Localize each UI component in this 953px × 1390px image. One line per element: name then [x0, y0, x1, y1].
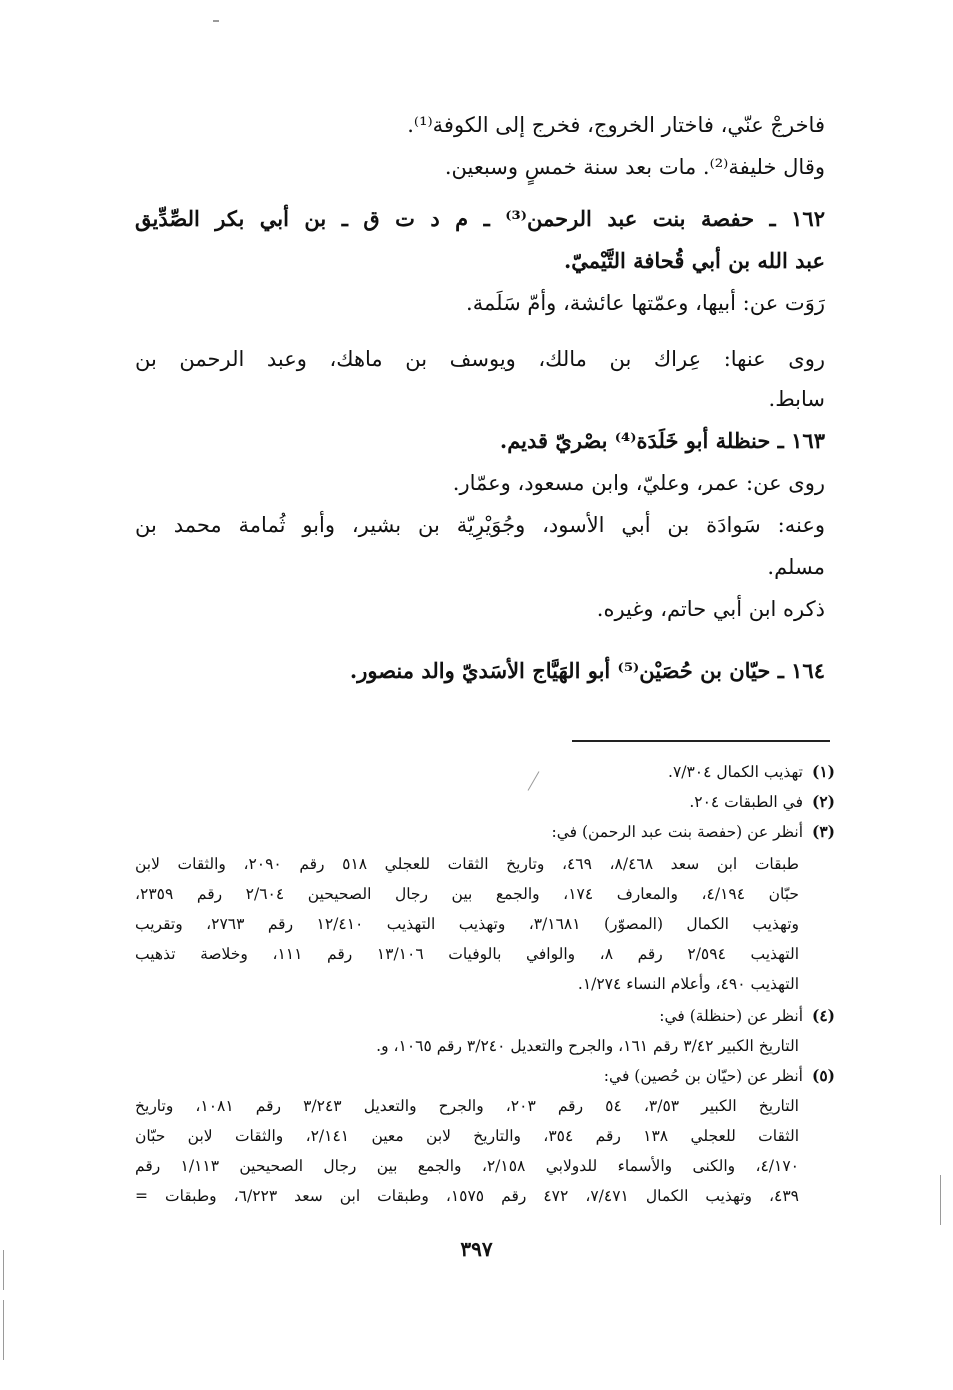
- mention-line: ذكره ابن أبي حاتم، وغيره.: [596, 597, 825, 621]
- narrated-from-line: روى عن: عمر، وعليّ، وابن مسعود، وعمّار.: [452, 471, 825, 495]
- scan-mark-left-2: [3, 1300, 4, 1360]
- footnote-5: (٥)أنظر عن (حيّان بن حُصين) في:: [604, 1064, 835, 1088]
- footnote-5-line: ٤٣٩، وتهذيب الكمال ٧/٤٧١، ٤٧٢ رقم ١٥٧٥، وطبقات ابن سعد ٦/٢٢٣، وطبقات =: [135, 1187, 799, 1205]
- entry-163-heading: ١٦٣ ـ حنظلة أبو خَلَدَة⁽⁴⁾ بصْريّ قديم.: [499, 428, 825, 453]
- footnote-3-line: التهذيب ٤٩٠، وأعلام النساء ١/٢٧٤.: [577, 975, 799, 993]
- narrated-from-line: رَوَت عن: أبيها، وعمّتها عائشة، وأمّ سَلَمة.: [466, 291, 825, 315]
- page-number: ٣٩٧: [460, 1237, 493, 1261]
- footnote-5-line: التاريخ الكبير ٣/٥٣، ٥٤ رقم ٢٠٣، والجرح والتعديل ٣/٢٤٣ رقم ١٠٨١، وتاريخ: [135, 1097, 799, 1115]
- entry-162-heading-cont: عبد الله بن أبي قُحافة التَّيْميّ.: [563, 248, 825, 273]
- pencil-mark: [528, 771, 540, 791]
- narrators-line-cont: مسلم.: [767, 555, 825, 579]
- footnote-3: (٣)أنظر عن (حفصة بنت عبد الرحمن) في:: [551, 820, 835, 844]
- footnote-4: (٤)أنظر عن (حنظلة) في:: [659, 1004, 835, 1028]
- footnote-number: (٢): [811, 792, 835, 811]
- narrators-line-cont: سابط.: [768, 387, 825, 411]
- narrators-line: روى عنها: عِراك بن مالك، ويوسف بن ماهك، وعبد الرحمن بن: [135, 347, 825, 371]
- text-line-1: فاخرجْ عنّي، فاختار الخروج، فخرج إلى الكوفة⁽¹⁾.: [407, 113, 825, 137]
- footnote-number: (٣): [811, 822, 835, 841]
- footnote-number: (٥): [811, 1066, 835, 1085]
- footnote-3-line: طبقات ابن سعد ٨/٤٦٨، ٤٦٩، وتاريخ الثقات للعجلي ٥١٨ رقم ٢٠٩٠، والثقات لابن: [135, 855, 799, 873]
- footnote-5-line: ٤/١٧٠، والكنى والأسماء للدولابي ٢/١٥٨، والجمع بين رجال الصحيحين ١/١١٣ رقم: [135, 1157, 799, 1175]
- entry-164-heading: ١٦٤ ـ حيّان بن حُصَيْن⁽⁵⁾ أبو الهَيَّاج الأسَديّ والد منصور.: [349, 658, 825, 683]
- footnote-number: (١): [811, 762, 835, 781]
- footnote-3-line: وتهذيب الكمال (المصوّر) ٣/١٦٨١، وتهذيب التهذيب ١٢/٤١٠ رقم ٢٧٦٣، وتقريب: [135, 915, 799, 933]
- footnote-1: (١)تهذيب الكمال ٧/٣٠٤.: [668, 760, 835, 784]
- footnote-3-line: حبّان ٤/١٩٤، والمعارف ١٧٤، والجمع بين رجال الصحيحين ٢/٦٠٤ رقم ٢٣٥٩،: [135, 885, 799, 903]
- footnote-4-line: التاريخ الكبير ٣/٤٢ رقم ١٦١، والجرح والتعديل ٣/٢٤٠ رقم ١٠٦٥، و.: [376, 1037, 799, 1055]
- narrators-line: وعنه: سَوادَة بن أبي الأسود، وجُوَيْرِيّة بن بشير، وأبو ثُمامة محمد بن: [135, 513, 825, 537]
- entry-162-heading: ١٦٢ ـ حفصة بنت عبد الرحمن⁽³⁾ ـ م د ت ق ـ بن أبي بكر الصِّدِّيق: [135, 206, 825, 231]
- footnote-3-line: التهذيب ٢/٥٩٤ رقم ٨، والوافي بالوفيات ١٣/١٠٦ رقم ١١١، وخلاصة تذهيب: [135, 945, 799, 963]
- text-line-2: وقال خليفة⁽²⁾. مات بعد سنة خمسٍ وسبعين.: [444, 155, 825, 179]
- footnote-divider: [572, 740, 830, 742]
- footnote-number: (٤): [811, 1006, 835, 1025]
- scan-mark-right: [940, 1175, 941, 1225]
- scan-mark-top: [213, 20, 219, 22]
- footnote-2: (٢)في الطبقات ٢٠٤.: [689, 790, 835, 814]
- footnote-5-line: الثقات للعجلي ١٣٨ رقم ٣٥٤، والتاريخ لابن معين ٢/١٤١، والثقات لابن حبّان: [135, 1127, 800, 1145]
